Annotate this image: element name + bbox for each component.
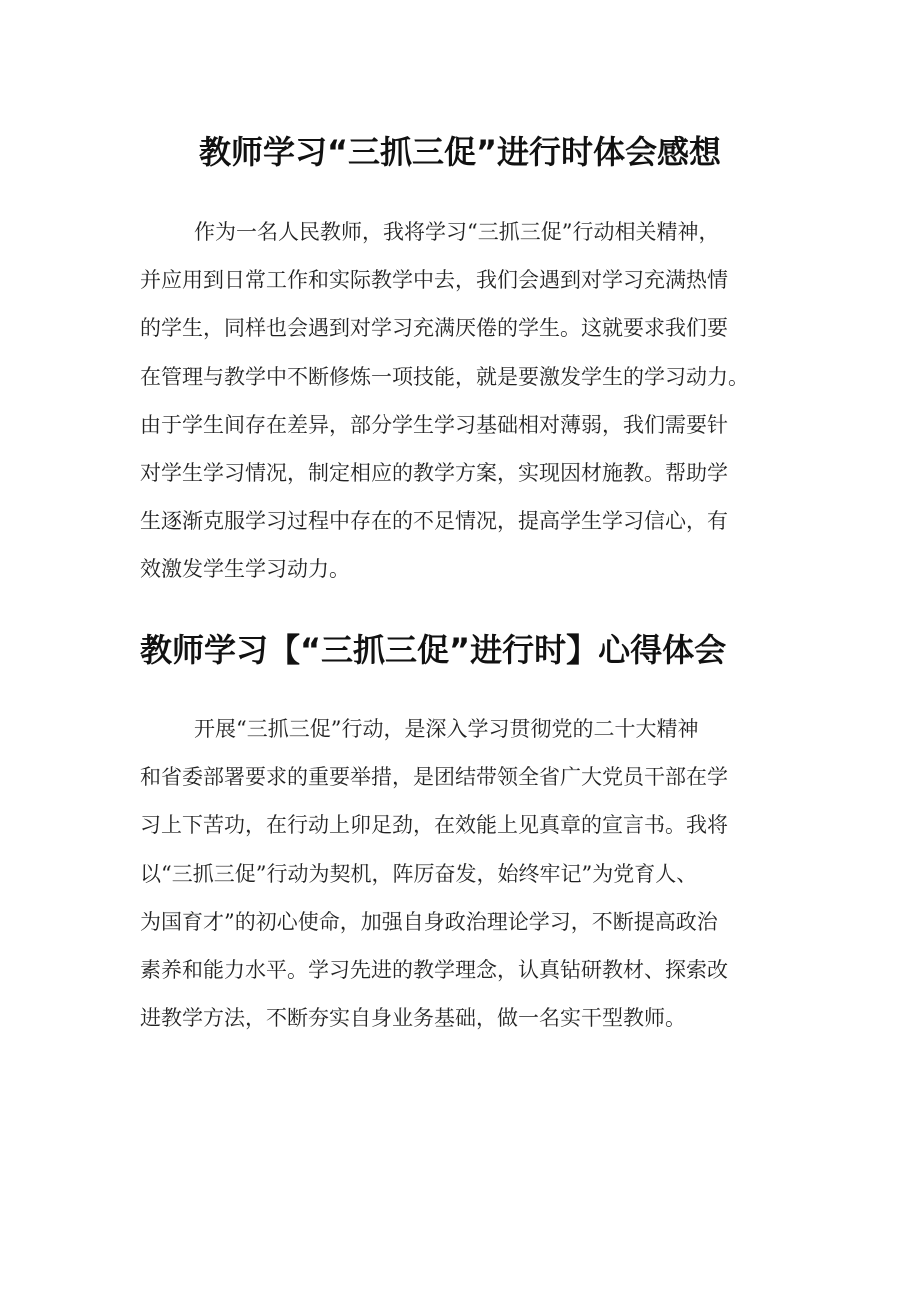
paragraph-line: 生逐渐克服学习过程中存在的不足情况，提高学生学习信心，有 xyxy=(140,509,728,534)
section2-paragraph xyxy=(140,705,812,1042)
paragraph-line: 进教学方法，不断夯实自身业务基础，做一名实干型教师。 xyxy=(140,1006,686,1031)
paragraph-line: 作为一名人民教师，我将学习“三抓三促”行动相关精神， xyxy=(194,220,720,244)
section2-title: 教师学习【“三抓三促”进行时】心得体会 xyxy=(140,631,727,669)
paragraph-line: 开展“三抓三促”行动，是深入学习贯彻党的二十大精神 xyxy=(194,717,699,741)
paragraph-line: 以“三抓三促”行动为契机，阵厉奋发，始终牢记”为党育人、 xyxy=(140,861,698,886)
paragraph-line: 对学生学习情况，制定相应的教学方案，实现因材施教。帮助学 xyxy=(140,460,728,485)
paragraph-line: 由于学生间存在差异，部分学生学习基础相对薄弱，我们需要针 xyxy=(140,412,728,437)
section1-title: 教师学习“三抓三促”进行时体会感想 xyxy=(198,133,722,171)
paragraph-line: 效激发学生学习动力。 xyxy=(140,557,350,582)
section1-paragraph xyxy=(140,208,812,594)
paragraph-line: 和省委部署要求的重要举措，是团结带领全省广大党员干部在学 xyxy=(140,765,728,790)
paragraph-line: 习上下苦功，在行动上卯足劲，在效能上见真章的宣言书。我将 xyxy=(140,813,728,838)
paragraph-line: 的学生，同样也会遇到对学习充满厌倦的学生。这就要求我们要 xyxy=(140,316,728,341)
paragraph-line: 在管理与教学中不断修炼一项技能，就是要激发学生的学习动力。 xyxy=(140,364,749,389)
paragraph-line: 并应用到日常工作和实际教学中去，我们会遇到对学习充满热情 xyxy=(140,268,728,293)
paragraph-line: 素养和能力水平。学习先进的教学理念，认真钻研教材、探索改 xyxy=(140,957,728,982)
paragraph-line: 为国育才”的初心使命，加强自身政治理论学习，不断提高政治 xyxy=(140,909,718,934)
